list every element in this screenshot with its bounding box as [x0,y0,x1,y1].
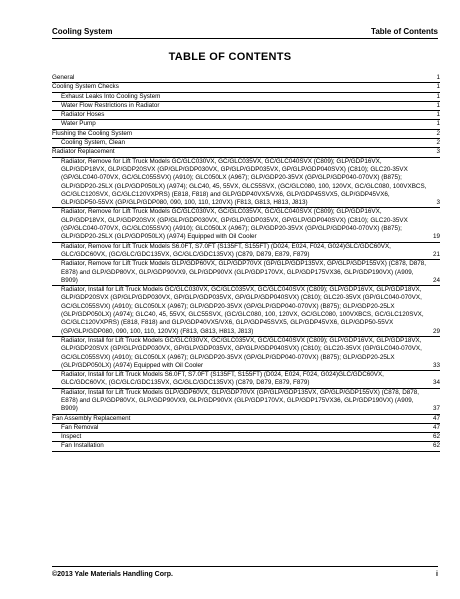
toc-entry-page: 1 [436,74,440,81]
toc-entry-page: 24 [432,276,440,284]
toc-entry[interactable] [52,148,440,157]
toc-entry[interactable] [52,93,440,102]
toc-entry[interactable] [52,74,440,83]
footer-rule [52,566,438,567]
toc-entry-page: 37 [432,405,440,413]
toc-entry-title: Radiator, Remove for Lift Truck Models GC/GLC030VX, GC/GLC035VX, GC/GLC040SVX (C809); GLP/GDP16VX, GLP/GDP18VX, GLP/GDP20SVX (GP/GLP/GDP030VX, GP/GLP/GDP035VX, GP/GLP/GDP040SVX) (C810); GLC20-35VX (GP/GLC040-070VX, GC/GLC055SVX) (A910); GLC050LX (A967); GLP/GDP20-35VX (GP/GLP/GDP040-070VX) (B875); GLP/GDP20-25LX (GLP/GDP050LX) (A974); GLC40, 45, 55VX, GLC55SVX, (GC/GLC080, 100, 120VX, GC/GLC080, 100VXBCS, GC/GLC120SVX, GC/GLC120VXPRS) (E818, F818) and GLP/GDP40VX5/VX6, GLP/GDP45SVX5, GLP/GDP45VX6, GLP/GDP50-55VX (GP/GLP/GDP080, 090, 100, 110, 120VX) (F813, G813, H813, J813) [61,157,427,207]
toc-entry-page: 1 [436,92,440,100]
toc-entry-title: Radiator, Remove for Lift Truck Models GC/GLC030VX, GC/GLC035VX, GC/GLC040SVX (C809); GLP/GDP16VX, GLP/GDP18VX, GLP/GDP20SVX (GP/GLP/GDP030VX, GP/GLP/GDP035VX, GP/GLP/GDP040SVX) (C810); GLC20-35VX (GP/GLC040-070VX, GC/GLC055SVX) (A910); GLC050LX (A967); GLP/GDP20-35VX (GP/GLP/GDP040-070VX) (B875); GLP/GDP20-25LX (GLP/GDP050LX) (A974) Equipped with Oil Cooler [61,208,408,241]
page-title: TABLE OF CONTENTS [168,51,292,63]
toc-entry-title: Radiator Replacement [52,148,115,156]
toc-entry-title: General [52,74,75,81]
footer-copyright: ©2013 Yale Materials Handling Corp. [52,571,173,578]
header-doc-title: Table of Contents [371,27,438,36]
toc-entry[interactable] [52,389,440,415]
footer-page-number: i [436,571,438,578]
toc-entry-title: Radiator, Install for Lift Truck Models GLP/GDP60VX, GLP/GDP70VX (GP/GLP/GDP135VX, GP/GLP/GDP155VX) (C878, D878, E878) and GLP/GDP80VX, GLP/GDP90VX9, GLP/GDP90VX (GLP/GDP170VX, GLP/GDP175VX36, GLP/GDP190VX) (A909, B909) [61,388,420,413]
toc-entry[interactable] [52,120,440,129]
toc-entry-title: Radiator, Install for Lift Truck Models GC/GLC030VX, GC/GLC035VX, GC/GLC040SVX (C809); GLP/GDP16VX, GLP/GDP18VX, GLP/GDP20SVX (GP/GLP/GDP030VX, GP/GLP/GDP035VX, GP/GLP/GDP040SVX) (C810); GLC20-35VX (GP/GLC040-070VX, GC/GLC055SVX) (A910); GLC050LX (A967); GLP/GDP20-35VX (GP/GLP/GDP040-070VX) (B875); GLP/GDP20-25LX (GLP/GDP050LX) (A974) Equipped with Oil Cooler [61,336,422,369]
toc-entry-page: 2 [436,129,440,137]
toc-entry-title: Radiator Hoses [61,111,105,119]
toc-entry-title: Flushing the Cooling System [52,129,133,137]
toc-entry[interactable] [52,111,440,120]
toc-entry[interactable] [52,424,440,433]
toc-entry-title: Radiator, Install for Lift Truck Models S6.0FT, S7.0FT (S135FT, S155FT) (D024, E024, F024, G024)GLC/GDC60VX, GLC/GDC60VX, (GC/GLC/GDC135VX, GC/GLC/GDC135VX) (C879, D879, E879, F879) [61,371,384,387]
header-rule [52,38,438,39]
toc-entry[interactable] [52,139,440,148]
toc-entry-title: Fan Assembly Replacement [52,414,131,422]
toc-entry-title: Inspect [61,433,82,441]
toc-entry-title: Water Flow Restrictions in Radiator [61,101,160,109]
toc-entry-title: Radiator, Remove for Lift Truck Models GLP/GDP60VX, GLP/GDP70VX (GP/GLP/GDP135VX, GP/GLP/GDP155VX) (C878, D878, E878) and GLP/GDP80VX, GLP/GDP90VX9, GLP/GDP90VX (GLP/GDP170VX, GLP/GDP175VX36, GLP/GDP190VX) (A909, B909) [61,260,427,284]
toc-entry-page: 33 [432,361,440,369]
toc-entry-title: Exhaust Leaks Into Cooling System [61,92,161,100]
toc-entry-page: 1 [436,111,440,119]
toc-entry-page: 1 [436,101,440,109]
toc-entry-page: 47 [432,423,440,431]
toc-entry-page: 1 [436,83,440,91]
toc-entry-page: 21 [432,250,440,258]
toc-list [52,74,440,452]
toc-entry-page: 2 [436,139,440,147]
toc-entry-page: 62 [432,442,440,450]
toc-entry[interactable] [52,433,440,442]
toc-entry[interactable] [52,130,440,139]
toc-entry-title: Fan Installation [61,442,104,450]
toc-entry[interactable] [52,208,440,242]
toc-entry-title: Water Pump [61,120,96,128]
toc-entry-page: 1 [436,120,440,128]
toc-entry[interactable] [52,371,440,389]
toc-entry-title: Radiator, Install for Lift Truck Models GC/GLC030VX, GC/GLC035VX, GC/GLC040SVX (C809); GLP/GDP16VX, GLP/GDP18VX, GLP/GDP20SVX (GP/GLP/GDP030VX, GP/GLP/GDP035VX, GP/GLP/GDP040SVX) (C810); GLC20-35VX (GP/GLC040-070VX, GC/GLC055SVX) (A910); GLC050LX (A967); GLP/GDP20-35VX (GP/GLP/GDP040-070VX) (B875); GLP/GDP20-25LX (GLP/GDP050LX) (A974); GLC40, 45, 55VX, GLC55SVX, (GC/GLC080, 100, 120VX, GC/GLC080, 100VXBCS, GC/GLC120SVX, GC/GLC120VXPRS) (E818, F818) and GLP/GDP40VX5/VX6, GLP/GDP45SVX5, GLP/GDP45VX6, GLP/GDP50-55VX (GP/GLP/GDP080, 090, 100, 110, 120VX) (F813, G813, H813, J813) [61,286,424,335]
toc-entry[interactable] [52,243,440,261]
toc-entry-page: 3 [436,148,440,156]
toc-entry[interactable] [52,415,440,424]
toc-entry[interactable] [52,286,440,337]
toc-entry-title: Radiator, Remove for Lift Truck Models S6.0FT, S7.0FT (S135FT, S155FT) (D024, E024, F024, G024)GLC/GDC60VX, GLC/GDC60VX, (GC/GLC/GDC135VX, GC/GLC/GDC135VX) (C879, D879, E879, F879) [61,242,391,258]
toc-entry[interactable] [52,260,440,286]
toc-entry[interactable] [52,337,440,371]
header-section-title: Cooling System [52,27,113,36]
toc-entry-page: 19 [432,233,440,241]
toc-entry-page: 62 [432,433,440,441]
toc-entry[interactable] [52,83,440,92]
toc-entry-title: Cooling System, Clean [61,139,126,147]
toc-entry-title: Cooling System Checks [52,83,119,91]
toc-entry-page: 47 [432,414,440,422]
toc-entry[interactable] [52,102,440,111]
toc-entry-page: 29 [432,327,440,335]
toc-entry-page: 34 [432,379,440,387]
toc-entry-title: Fan Removal [61,423,99,431]
toc-entry[interactable] [52,158,440,209]
toc-entry-page: 3 [436,199,440,207]
toc-entry[interactable] [52,442,440,451]
